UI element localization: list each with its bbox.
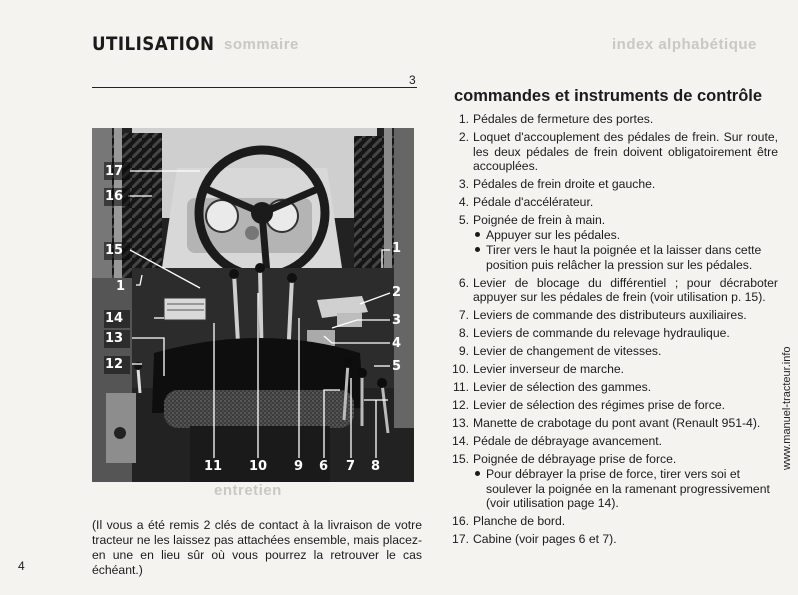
section-title: UTILISATION	[92, 33, 215, 55]
list-item-number: 14 .	[452, 434, 469, 449]
show-through-index: index alphabétique	[612, 36, 757, 53]
callout-3: 3	[392, 313, 402, 328]
cab-photo-drawing	[92, 128, 414, 482]
list-item	[452, 452, 778, 511]
list-item-text: Pédale d'accélérateur.	[473, 195, 594, 210]
callout-4: 4	[392, 336, 402, 351]
list-item-number: 13 .	[452, 416, 469, 431]
list-item-number: 5 .	[452, 213, 469, 228]
list-item-text: Cabine (voir pages 6 et 7).	[473, 532, 617, 547]
controls-list	[452, 112, 778, 550]
list-item	[452, 532, 778, 547]
list-item-text: Pédales de frein droite et gauche.	[473, 177, 656, 192]
list-item-text: Levier de blocage du différentiel ; pour décraboter appuyer sur les pédales de frein (voir utilisation p. 15).	[473, 275, 778, 305]
callout-12: 12	[105, 357, 124, 372]
list-item-number: 12 .	[452, 398, 469, 413]
sub-item: Pour débrayer la prise de force, tirer vers soi et soulever la poignée en la ramenant progressivement (voir utilisation page 14).	[473, 467, 778, 511]
show-through-entretien: entretien	[214, 482, 282, 499]
list-item	[452, 344, 778, 359]
sub-item: Appuyer sur les pédales.	[473, 228, 778, 243]
list-item-number: 2 .	[452, 130, 469, 145]
list-item	[452, 213, 778, 272]
callout-15: 15	[105, 243, 124, 258]
page-number-top: 3	[409, 73, 416, 87]
list-item	[452, 362, 778, 377]
list-item-number: 6 .	[452, 276, 469, 291]
list-item	[452, 416, 778, 431]
list-item-text: Loquet d'accouplement des pédales de frein. Sur route, les deux pédales de frein doivent obligatoirement être accouplées.	[473, 130, 778, 174]
cab-photo	[92, 128, 414, 482]
callout-9: 9	[294, 459, 304, 474]
header-rule	[92, 87, 417, 88]
watermark: www.manuel-tracteur.info	[781, 346, 793, 470]
list-title: commandes et instruments de contrôle	[454, 87, 763, 105]
callout-8: 8	[371, 459, 381, 474]
callout-7: 7	[346, 459, 356, 474]
list-item-sublist	[473, 228, 778, 272]
callout-5: 5	[392, 359, 402, 374]
list-item-text: Poignée de frein à main.	[473, 213, 606, 228]
list-item-number: 10 .	[452, 362, 469, 377]
callout-1-left: 1	[116, 279, 126, 294]
list-item-number: 1 .	[452, 112, 469, 127]
list-item	[452, 380, 778, 395]
list-item-number: 4 .	[452, 195, 469, 210]
list-item-number: 15 .	[452, 452, 469, 467]
list-item	[452, 514, 778, 529]
list-item	[452, 195, 778, 210]
list-item	[452, 434, 778, 449]
list-item-text: Pédale de débrayage avancement.	[473, 434, 663, 449]
list-item-number: 17 .	[452, 532, 469, 547]
list-item	[452, 308, 778, 323]
key-caption: (Il vous a été remis 2 clés de contact à la livraison de votre tracteur ne les laissez pas attachées ensemble, mais placez-en une en lieu sûr où vous pourrez la retrouver le cas échéant.)	[92, 518, 422, 577]
page-number-bottom: 4	[18, 559, 25, 573]
list-item	[452, 112, 778, 127]
list-item-text: Poignée de débrayage prise de force.	[473, 452, 677, 467]
list-item-number: 3 .	[452, 177, 469, 192]
list-item	[452, 177, 778, 192]
list-item-number: 8 .	[452, 326, 469, 341]
callout-10: 10	[249, 459, 268, 474]
list-item-number: 9 .	[452, 344, 469, 359]
callout-13: 13	[105, 331, 124, 346]
callout-6: 6	[319, 459, 329, 474]
callout-17: 17	[105, 164, 124, 179]
list-item-number: 16 .	[452, 514, 469, 529]
list-item-text: Manette de crabotage du pont avant (Renault 951-4).	[473, 416, 761, 431]
list-item-number: 11 .	[452, 380, 469, 395]
callout-2: 2	[392, 285, 402, 300]
list-item-sublist	[473, 467, 778, 511]
callout-11: 11	[204, 459, 223, 474]
list-item-text: Leviers de commande des distributeurs auxiliaires.	[473, 308, 747, 323]
callout-14: 14	[105, 311, 124, 326]
callout-1-right: 1	[392, 241, 402, 256]
show-through-sommaire: sommaire	[224, 36, 299, 53]
list-item-number: 7 .	[452, 308, 469, 323]
list-item-text: Levier inverseur de marche.	[473, 362, 625, 377]
callout-16: 16	[105, 189, 124, 204]
list-item-text: Levier de sélection des régimes prise de force.	[473, 398, 726, 413]
list-item-text: Leviers de commande du relevage hydraulique.	[473, 326, 730, 341]
list-item-text: Levier de changement de vitesses.	[473, 344, 662, 359]
list-item-text: Planche de bord.	[473, 514, 566, 529]
list-item	[452, 130, 778, 174]
sub-item: Tirer vers le haut la poignée et la laisser dans cette position puis relâcher la pression sur les pédales.	[473, 243, 778, 272]
list-item-text: Pédales de fermeture des portes.	[473, 112, 654, 126]
list-item-text: Levier de sélection des gammes.	[473, 380, 652, 395]
list-item	[452, 276, 778, 305]
list-item	[452, 326, 778, 341]
list-item	[452, 398, 778, 413]
